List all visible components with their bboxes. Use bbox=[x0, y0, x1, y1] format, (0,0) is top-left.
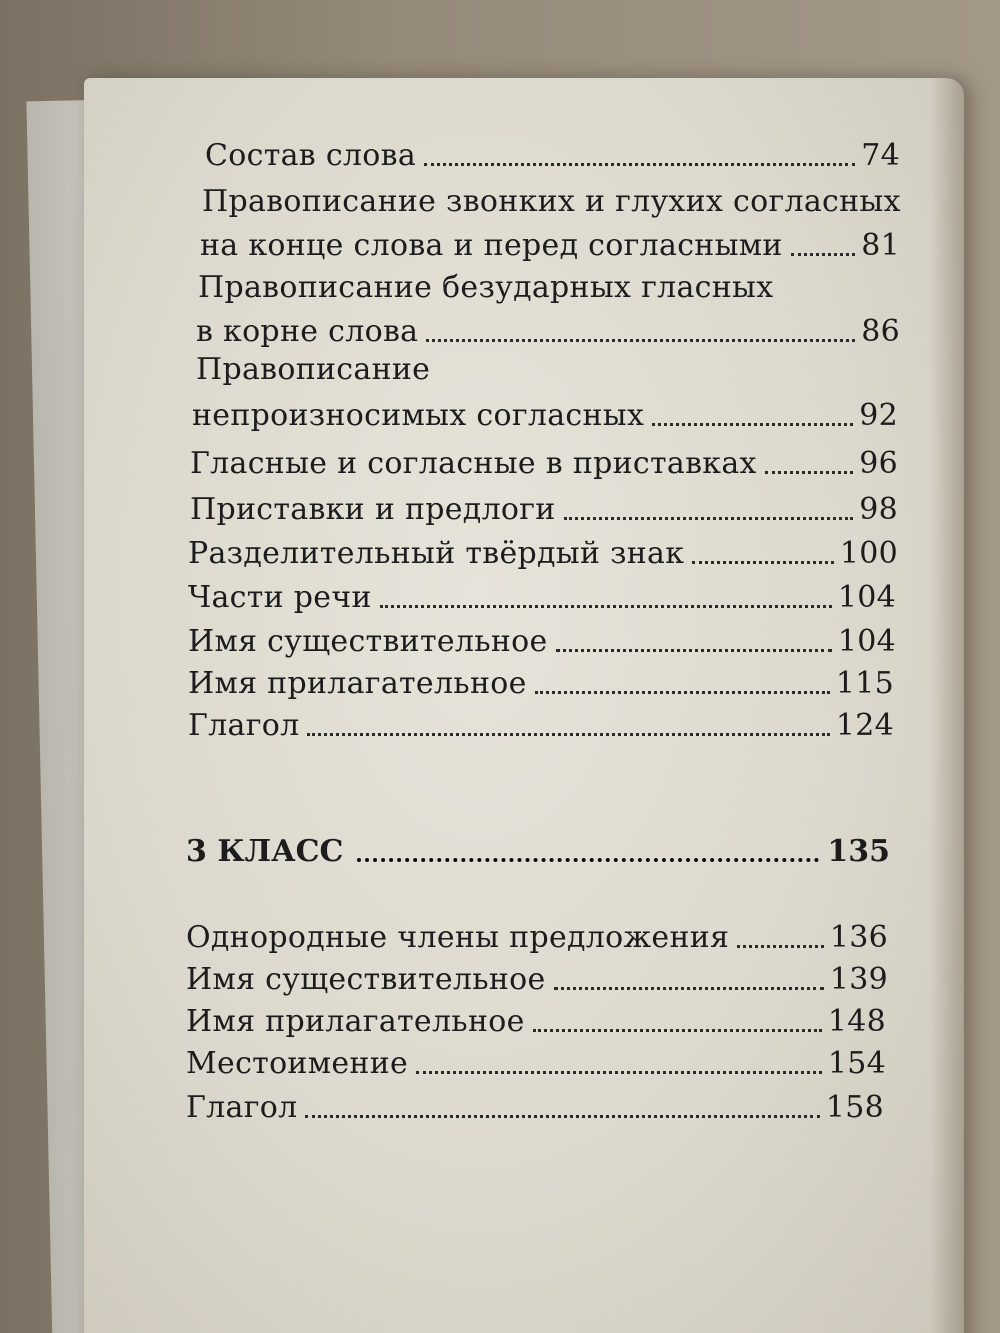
toc-entry-page: 124 bbox=[835, 708, 894, 743]
dot-leader bbox=[765, 471, 853, 474]
dot-leader bbox=[533, 1029, 822, 1032]
section-page: 135 bbox=[827, 834, 890, 869]
section-title: 3 КЛАСС bbox=[186, 834, 344, 869]
toc-entry bbox=[186, 918, 888, 958]
dot-leader bbox=[737, 945, 824, 948]
dot-leader bbox=[652, 423, 853, 426]
toc-entry-page: 81 bbox=[861, 228, 900, 263]
dot-leader bbox=[535, 691, 830, 694]
toc-entry-page: 96 bbox=[859, 446, 898, 481]
dot-leader bbox=[307, 733, 829, 736]
toc-entry bbox=[186, 1002, 886, 1042]
dot-leader bbox=[357, 858, 819, 862]
toc-entry-title: Глагол bbox=[188, 708, 300, 743]
dot-leader bbox=[692, 561, 834, 564]
dot-leader bbox=[424, 163, 855, 166]
toc-entry-page: 74 bbox=[861, 138, 900, 173]
toc-entry bbox=[186, 1044, 886, 1084]
toc-entry-title: на конце слова и перед согласными bbox=[200, 228, 783, 263]
toc-entry-title: Имя прилагательное bbox=[186, 1004, 525, 1039]
toc-entry bbox=[190, 444, 898, 484]
toc-entry-page: 154 bbox=[827, 1046, 886, 1081]
toc-entry-title: Глагол bbox=[186, 1090, 298, 1125]
dot-leader bbox=[380, 605, 832, 608]
toc-entry-title-line1: Правописание звонких и глухих согласных bbox=[202, 184, 901, 219]
toc-entry bbox=[186, 1088, 884, 1128]
toc-entry bbox=[186, 960, 888, 1000]
toc-entry-title: непроизносимых согласных bbox=[192, 398, 645, 433]
dot-leader bbox=[554, 987, 824, 990]
toc-entry bbox=[205, 136, 900, 176]
toc-entry-title: Состав слова bbox=[205, 138, 417, 173]
toc-entry-title: Местоимение bbox=[186, 1046, 409, 1081]
toc-entry-page: 100 bbox=[839, 536, 898, 571]
toc-entry bbox=[188, 534, 898, 574]
toc-entry bbox=[188, 578, 896, 618]
toc-entry-title: Разделительный твёрдый знак bbox=[188, 536, 685, 571]
toc-entry-page: 148 bbox=[827, 1004, 886, 1039]
dot-leader bbox=[791, 253, 856, 256]
toc-entry-page: 98 bbox=[859, 492, 898, 527]
toc-entry-page: 104 bbox=[837, 580, 896, 615]
toc-entry-page: 158 bbox=[825, 1090, 884, 1125]
toc-entry bbox=[196, 312, 900, 352]
dot-leader bbox=[426, 339, 855, 342]
toc-entry bbox=[188, 706, 894, 746]
toc-entry-title: Имя прилагательное bbox=[188, 666, 527, 701]
toc-entry-title: Однородные члены предложения bbox=[186, 920, 730, 955]
dot-leader bbox=[564, 517, 854, 520]
toc-entry-page: 139 bbox=[829, 962, 888, 997]
dot-leader bbox=[556, 649, 832, 652]
toc-entry-title-line1: Правописание bbox=[196, 352, 431, 387]
toc-entry-title-line1: Правописание безударных гласных bbox=[198, 270, 774, 305]
toc-entry bbox=[200, 226, 900, 266]
dot-leader bbox=[416, 1071, 822, 1074]
toc-entry bbox=[188, 664, 894, 704]
section-heading bbox=[186, 832, 890, 872]
dot-leader bbox=[305, 1115, 819, 1118]
toc-entry bbox=[190, 490, 898, 530]
toc-entry-page: 92 bbox=[859, 398, 898, 433]
toc-entry-page: 115 bbox=[835, 666, 894, 701]
toc-entry-title: Части речи bbox=[188, 580, 372, 615]
toc-entry bbox=[192, 396, 898, 436]
toc-entry-title: Имя существительное bbox=[186, 962, 546, 997]
toc-entry-page: 104 bbox=[837, 624, 896, 659]
toc-entry-title: Гласные и согласные в приставках bbox=[190, 446, 757, 481]
toc-entry-title: Имя существительное bbox=[188, 624, 548, 659]
toc-entry bbox=[188, 622, 896, 662]
toc-entry-page: 86 bbox=[861, 314, 900, 349]
toc-entry-title: в корне слова bbox=[196, 314, 419, 349]
toc-entry-page: 136 bbox=[829, 920, 888, 955]
toc-entry-title: Приставки и предлоги bbox=[190, 492, 556, 527]
